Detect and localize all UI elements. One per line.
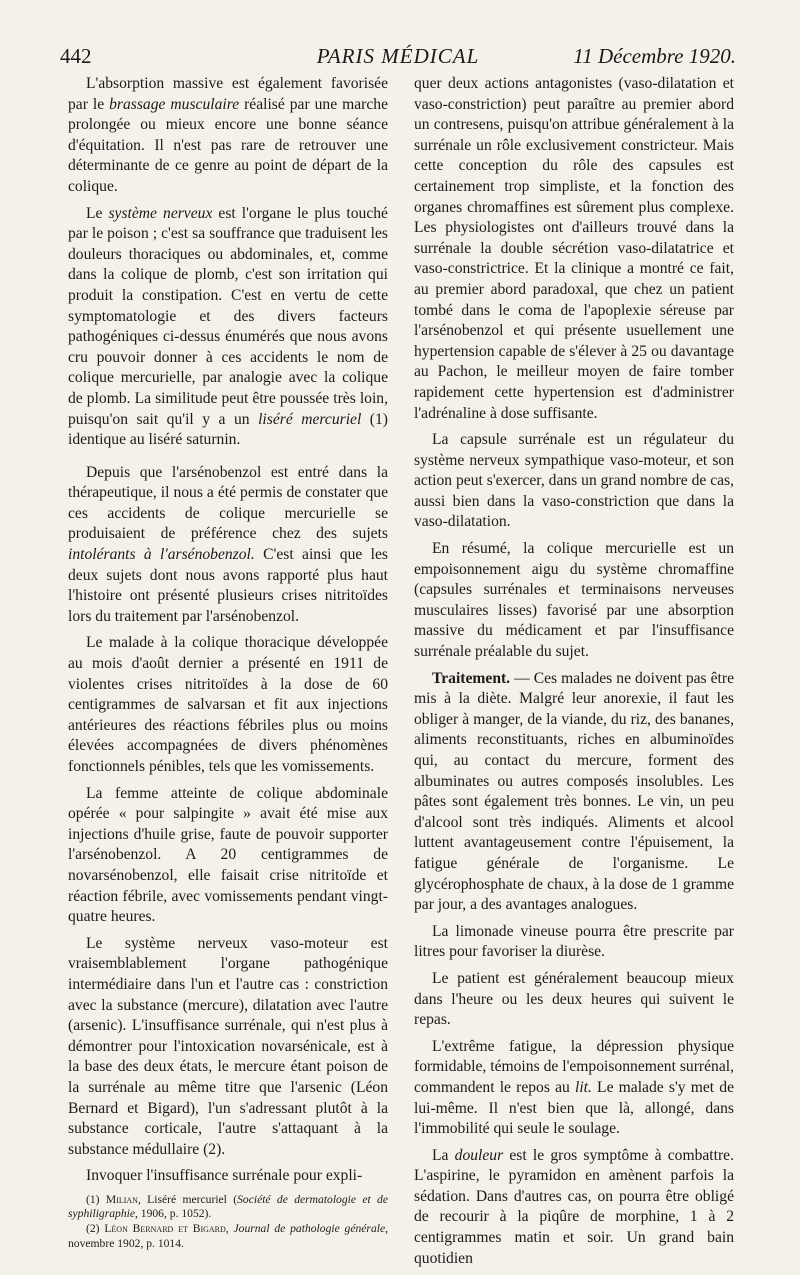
paragraph: Le système nerveux vaso-moteur est vraisemblablement l'organe pathogénique intermédiaire dans l'un et l'autre cas : constriction avec la substance (mercure), dilatation avec l'autre (arsenic). L'insuffisance surrénale, qui n'est plus à démontrer pour l'intoxication novarsénicale, est à la base des deux états, le mercure étant poison de la surrénale au même titre que l'arsenic (Léon Bernard et Bigard), l'un s'adressant plutôt à la substance corticale, l'autre s'attaquant à la substance médullaire (2). <box>68 934 388 1158</box>
paragraph: quer deux actions antagonistes (vaso-dilatation et vaso-constriction) peut paraître au premier abord un contresens, puisqu'on attribue généralement à la surrénale un rôle exclusivement constricteur. Mais cette conception du rôle des capsules est certainement trop simpliste, et la fonction des organes chromaffines est sûrement plus complexe. Les physiologistes ont d'ailleurs trouvé dans la surrénale la double sécrétion vaso-dilatatrice et vaso-constrictrice. Et la clinique a montré ce fait, au premier abord paradoxal, que chez un patient tombé dans le coma de l'apoplexie séreuse par l'arsénobenzol et qui présente usuellement une hypertension capable de s'élever à 25 ou davantage au Pachon, le meilleur moyen de faire tomber rapidement cette hypertension est d'administrer l'adrénaline à dose suffisante. <box>414 75 734 422</box>
paragraph: La limonade vineuse pourra être prescrite par litres pour favoriser la diurèse. <box>414 922 734 961</box>
paragraph: Le système nerveux est l'organe le plus touché par le poison ; c'est sa souffrance que traduisent les douleurs thoraciques ou abdominales, et, comme dans la colique de plomb, c'est son irritation qui produit la constipation. C'est en vertu de cette symptomatologie et des divers facteurs pathogéniques ci-dessus énumérés que nous avons cru pouvoir donner à ces accidents le nom de colique mercurielle, par analogie avec la colique de plomb. La similitude peut être poussée très loin, puisqu'on sait qu'il y a un liséré mercuriel (1) identique au liséré saturnin. <box>68 204 388 449</box>
paragraph: Invoquer l'insuffisance surrénale pour expli- <box>86 1167 363 1185</box>
journal-title: PARIS MÉDICAL <box>316 44 480 68</box>
running-head <box>60 44 736 74</box>
paragraph: Depuis que l'arsénobenzol est entré dans la thérapeutique, il nous a été permis de constater que ces accidents de colique mercurielle se produisaient de préférence chez des sujets intolérants à l'arsénobenzol. C'est ainsi que les deux sujets dont nous avons rapporté plus haut l'histoire ont présenté plusieurs crises nitritoïdes lors du traitement par l'arsénobenzol. <box>68 463 388 625</box>
paragraph: Le patient est généralement beaucoup mieux dans l'heure ou les deux heures qui suivent le repas. <box>414 969 734 1029</box>
section-heading: Traitement. <box>432 669 511 687</box>
paragraph: En résumé, la colique mercurielle est un empoisonnement aigu du système chromaffine (capsules surrénales et terminaisons nerveuses musculaires lisses) favorisé par une absorption massive du médicament et par l'insuffisance surrénale préalable du sujet. <box>414 540 734 661</box>
footnotes <box>68 1193 388 1251</box>
paragraph: La douleur est le gros symptôme à combattre. L'aspirine, le pyramidon en amènent parfois la sédation. Dans d'autres cas, on pourra être obligé de recourir à la piqûre de morphine, 1 à 2 centigrammes matin et soir. Un grand bain quotidien <box>414 1146 734 1267</box>
paragraph: Traitement. — Ces malades ne doivent pas être mis à la diète. Malgré leur anorexie, il faut les obliger à manger, de la viande, du riz, des bananes, aliments reconstituants, riches en albuminoïdes qui, au contact du mercure, forment des albuminates ou autres composés insolubles. Les pâtes sont également très bonnes. Le vin, un peu d'alcool sont très indiqués. Aliments et alcool luttent avantageusement contre l'épuisement, la fatigue générale de l'organisme. Le glycérophosphate de chaux, à la dose de 1 gramme par jour, a des avantages analogues. <box>414 669 734 914</box>
footnote: (1) Milian, Liséré mercuriel (Société de dermatologie et de syphiligraphie, 1906, p. 1052). <box>68 1192 388 1221</box>
footnote: (2) Léon Bernard et Bigard, Journal de pathologie générale, novembre 1902, p. 1014. <box>68 1222 389 1250</box>
page-number: 442 <box>60 44 92 68</box>
paragraph: La capsule surrénale est un régulateur du système nerveux sympathique vaso-moteur, et son action peut s'exercer, dans un grand nombre de cas, aussi bien dans la vaso-constriction que dans la vaso-dilatation. <box>414 431 734 531</box>
paragraph: L'extrême fatigue, la dépression physique formidable, témoins de l'empoisonnement surrénal, commandent le repos au lit. Le malade s'y met de lui-même. Il n'est bien que là, allongé, dans l'immobilité qui seule le soulage. <box>414 1037 734 1138</box>
issue-date: 11 Décembre 1920. <box>573 44 736 68</box>
paragraph: La femme atteinte de colique abdominale opérée « pour salpingite » avait été mise aux injections d'huile grise, faute de pouvoir supporter l'arsénobenzol. A 20 centigrammes de novarsénobenzol, elle faisait crise nitritoïde et réaction fébrile, avec vomissements pendant vingt-quatre heures. <box>68 784 388 926</box>
paragraph: Le malade à la colique thoracique développée au mois d'août dernier a présenté en 1911 de violentes crises nitritoïdes à la dose de 60 centigrammes de salvarsan et fit aux injections antérieures des réactions fébriles plus ou moins élevées accompagnées de divers phénomènes fonctionnels pénibles, tels que les vomissements. <box>68 634 388 775</box>
paragraph: L'absorption massive est également favorisée par le brassage musculaire réalisé par une marche prolongée ou mieux encore une bonne séance d'équitation. Il n'est pas rare de retrouver une déterminante de ce genre au point de départ de la colique. <box>68 75 389 195</box>
left-column <box>68 74 388 1251</box>
right-column <box>414 74 734 1275</box>
